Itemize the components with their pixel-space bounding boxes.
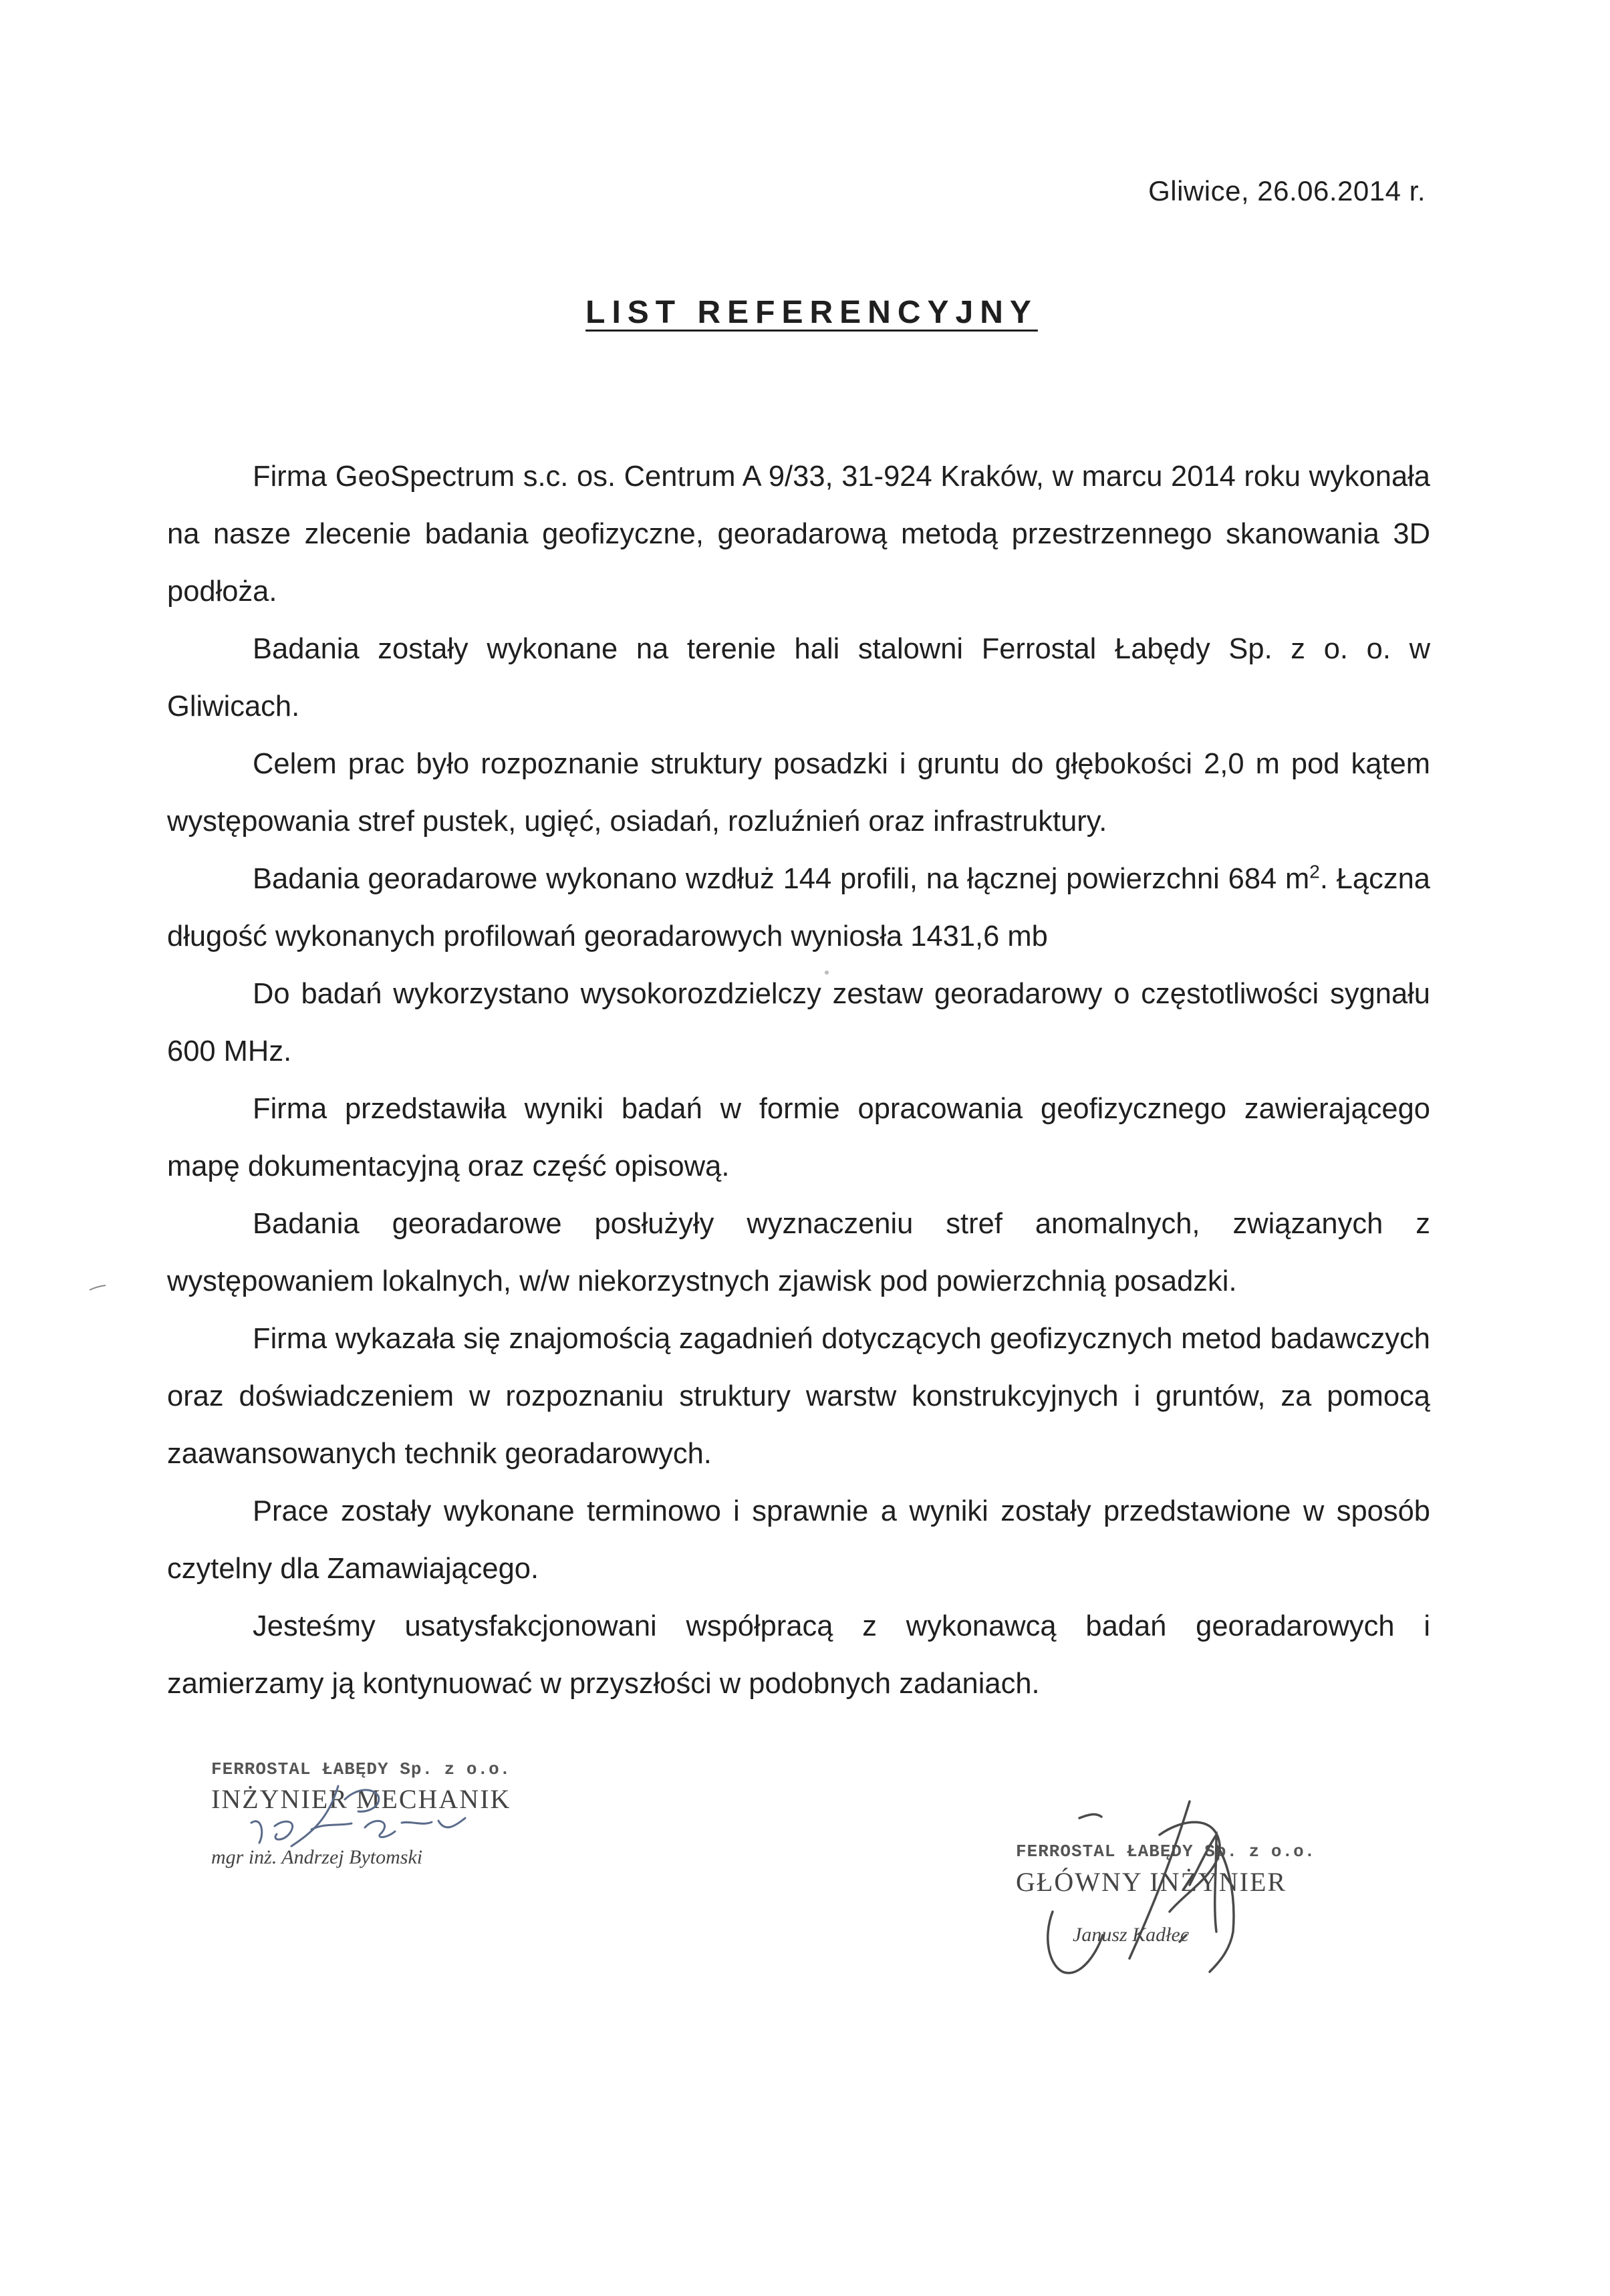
paragraph-4-text-cont: . Łączna długość wykonanych profilowań georadarowych wyniosła 1431,6 mb (167, 863, 1430, 952)
paragraph-7: Badania georadarowe posłużyły wyznaczeniu stref anomalnych, związanych z występowaniem lokalnych, w/w niekorzystnych zjawisk pod powierzchnią posadzki. (167, 1208, 1430, 1297)
stamp-right (1016, 1805, 1363, 1979)
scan-mark-icon (88, 1283, 108, 1293)
stamp-right-company: FERROSTAL ŁABĘDY Sp. z o.o. (1016, 1841, 1316, 1862)
signature-right-icon (1016, 1805, 1363, 1979)
stamp-left-name: mgr inż. Andrzej Bytomski (211, 1846, 423, 1868)
paragraph-10: Jesteśmy usatysfakcjonowani współpracą z wykonawcą badań georadarowych i zamierzamy ją kontynuować w przyszłości w podobnych zadaniach. (167, 1610, 1430, 1700)
stamp-left-role: INŻYNIER MECHANIK (211, 1784, 511, 1814)
stamp-right-role: GŁÓWNY INŻYNIER (1016, 1867, 1287, 1897)
letter-body (167, 448, 1430, 1712)
document-title: LIST REFERENCYJNY (585, 295, 1038, 330)
paragraph-3: Celem prac było rozpoznanie struktury posadzki i gruntu do głębokości 2,0 m pod kątem występowania stref pustek, ugięć, osiadań, rozluźnień oraz infrastruktury. (167, 748, 1430, 838)
stamp-left-company: FERROSTAL ŁABĘDY Sp. z o.o. (211, 1759, 511, 1779)
paragraph-4-text: Badania georadarowe wykonano wzdłuż 144 profili, na łącznej powierzchni 684 m (253, 863, 1310, 895)
paragraph-6: Firma przedstawiła wyniki badań w formie opracowania geofizycznego zawierającego mapę dokumentacyjną oraz część opisową. (167, 1093, 1430, 1182)
paragraph-1: Firma GeoSpectrum s.c. os. Centrum A 9/33, 31-924 Kraków, w marcu 2014 roku wykonała na nasze zlecenie badania geofizyczne, georadarową metodą przestrzennego skanowania 3D podłoża. (167, 461, 1430, 608)
stamp-left (211, 1759, 559, 1886)
paragraph-8: Firma wykazała się znajomością zagadnień dotyczących geofizycznych metod badawczych oraz doświadczeniem w rozpoznaniu struktury warstw konstrukcyjnych i gruntów, za pomocą zaawansowanych technik georadarowych. (167, 1323, 1430, 1470)
signature-left-icon (211, 1759, 559, 1886)
paragraph-4 (167, 850, 1430, 965)
date-line: Gliwice, 26.06.2014 r. (1148, 175, 1426, 207)
area-unit-superscript: 2 (1309, 861, 1320, 882)
paragraph-2: Badania zostały wykonane na terenie hali stalowni Ferrostal Łabędy Sp. z o. o. w Gliwicach. (167, 633, 1430, 723)
paragraph-9: Prace zostały wykonane terminowo i sprawnie a wyniki zostały przedstawione w sposób czytelny dla Zamawiającego. (167, 1495, 1430, 1585)
scan-dot-icon (822, 968, 831, 977)
paragraph-5: Do badań wykorzystano wysokorozdzielczy zestaw georadarowy o częstotliwości sygnału 600 MHz. (167, 978, 1430, 1067)
stamp-right-name: Janusz Kadłec (1073, 1924, 1190, 1946)
